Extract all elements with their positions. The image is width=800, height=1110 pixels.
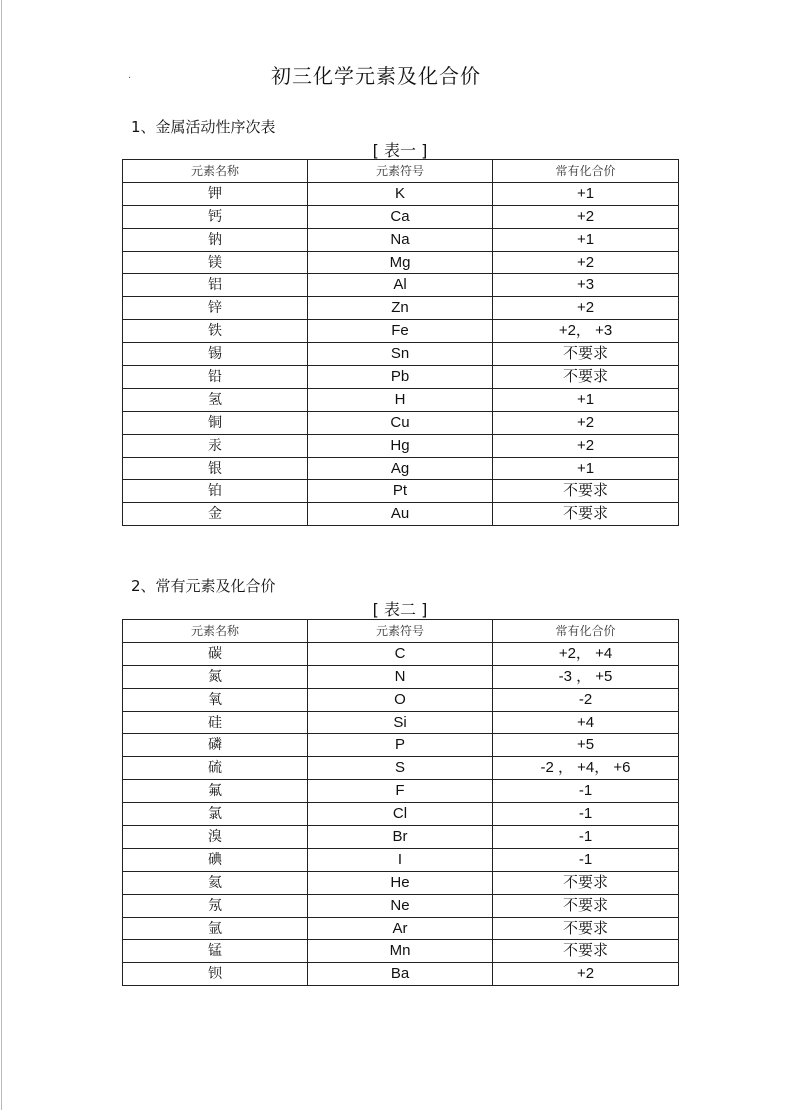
table-row — [123, 251, 679, 274]
valence-cell: 不要求 — [493, 917, 679, 940]
valence-cell: 不要求 — [493, 940, 679, 963]
element-name-cell: 汞 — [123, 434, 308, 457]
table-row — [123, 757, 679, 780]
element-symbol-cell: Mn — [308, 940, 493, 963]
valence-cell: +1 — [493, 388, 679, 411]
valence-cell: +2， +4 — [493, 642, 679, 665]
table-row — [123, 665, 679, 688]
table-row — [123, 205, 679, 228]
table-row — [123, 826, 679, 849]
valence-cell: -2 — [493, 688, 679, 711]
table-row — [123, 642, 679, 665]
table-row — [123, 711, 679, 734]
page-mark: . — [128, 70, 132, 81]
table-row — [123, 388, 679, 411]
valence-cell: 不要求 — [493, 343, 679, 366]
table-row — [123, 917, 679, 940]
element-name-cell: 铁 — [123, 320, 308, 343]
element-symbol-cell: Si — [308, 711, 493, 734]
element-name-cell: 铂 — [123, 480, 308, 503]
element-symbol-cell: Ag — [308, 457, 493, 480]
element-symbol-cell: Au — [308, 503, 493, 526]
valence-cell: 不要求 — [493, 894, 679, 917]
element-symbol-cell: Sn — [308, 343, 493, 366]
valence-cell: -3 ， +5 — [493, 665, 679, 688]
valence-cell: +2 — [493, 205, 679, 228]
element-symbol-cell: Ca — [308, 205, 493, 228]
element-name-cell: 铅 — [123, 366, 308, 389]
header-element-symbol: 元素符号 — [308, 620, 493, 643]
table-row — [123, 480, 679, 503]
element-symbol-cell: P — [308, 734, 493, 757]
element-symbol-cell: Cu — [308, 411, 493, 434]
element-symbol-cell: C — [308, 642, 493, 665]
element-name-cell: 锌 — [123, 297, 308, 320]
element-name-cell: 铝 — [123, 274, 308, 297]
element-name-cell: 金 — [123, 503, 308, 526]
element-name-cell: 溴 — [123, 826, 308, 849]
valence-cell: +2 — [493, 411, 679, 434]
element-name-cell: 硫 — [123, 757, 308, 780]
table-row — [123, 803, 679, 826]
element-name-cell: 磷 — [123, 734, 308, 757]
element-symbol-cell: N — [308, 665, 493, 688]
table-header-row — [123, 160, 679, 183]
element-symbol-cell: Ba — [308, 963, 493, 986]
page-left-border — [1, 0, 2, 1110]
element-symbol-cell: He — [308, 871, 493, 894]
table-row — [123, 182, 679, 205]
header-element-name: 元素名称 — [123, 160, 308, 183]
valence-cell: -1 — [493, 826, 679, 849]
element-symbol-cell: Zn — [308, 297, 493, 320]
table-row — [123, 320, 679, 343]
page-title: 初三化学元素及化合价 — [271, 64, 481, 88]
element-symbol-cell: Al — [308, 274, 493, 297]
valence-cell: +2 — [493, 963, 679, 986]
element-symbol-cell: H — [308, 388, 493, 411]
element-name-cell: 镁 — [123, 251, 308, 274]
table-row — [123, 457, 679, 480]
table-row — [123, 343, 679, 366]
table-caption-2: [ 表二 ] — [372, 600, 428, 619]
table-row — [123, 503, 679, 526]
element-name-cell: 碳 — [123, 642, 308, 665]
table-row — [123, 411, 679, 434]
table-row — [123, 434, 679, 457]
table-row — [123, 228, 679, 251]
common-elements-table — [122, 619, 679, 986]
table-row — [123, 963, 679, 986]
valence-cell: +4 — [493, 711, 679, 734]
section-heading-common-elements: 2、常有元素及化合价 — [131, 577, 276, 595]
table-row — [123, 274, 679, 297]
metal-activity-table — [122, 159, 679, 526]
valence-cell: 不要求 — [493, 366, 679, 389]
table-row — [123, 688, 679, 711]
element-name-cell: 银 — [123, 457, 308, 480]
element-name-cell: 碘 — [123, 848, 308, 871]
table-row — [123, 297, 679, 320]
element-symbol-cell: Hg — [308, 434, 493, 457]
table-row — [123, 940, 679, 963]
valence-cell: 不要求 — [493, 503, 679, 526]
table-row — [123, 848, 679, 871]
element-symbol-cell: Pt — [308, 480, 493, 503]
table-row — [123, 780, 679, 803]
element-name-cell: 硅 — [123, 711, 308, 734]
element-name-cell: 钾 — [123, 182, 308, 205]
valence-cell: +2 — [493, 297, 679, 320]
element-symbol-cell: Na — [308, 228, 493, 251]
valence-cell: +1 — [493, 182, 679, 205]
valence-cell: +1 — [493, 457, 679, 480]
valence-cell: +2， +3 — [493, 320, 679, 343]
element-symbol-cell: F — [308, 780, 493, 803]
header-element-name: 元素名称 — [123, 620, 308, 643]
element-name-cell: 氟 — [123, 780, 308, 803]
valence-cell: +5 — [493, 734, 679, 757]
header-valence: 常有化合价 — [493, 160, 679, 183]
element-symbol-cell: Fe — [308, 320, 493, 343]
element-name-cell: 氖 — [123, 894, 308, 917]
header-valence: 常有化合价 — [493, 620, 679, 643]
element-name-cell: 铜 — [123, 411, 308, 434]
table-row — [123, 734, 679, 757]
valence-cell: 不要求 — [493, 871, 679, 894]
section-heading-metal-activity: 1、金属活动性序次表 — [131, 118, 276, 136]
element-name-cell: 氦 — [123, 871, 308, 894]
element-name-cell: 锡 — [123, 343, 308, 366]
element-symbol-cell: S — [308, 757, 493, 780]
table-row — [123, 366, 679, 389]
element-symbol-cell: K — [308, 182, 493, 205]
valence-cell: -2 ， +4， +6 — [493, 757, 679, 780]
element-name-cell: 氧 — [123, 688, 308, 711]
valence-cell: +1 — [493, 228, 679, 251]
element-name-cell: 钠 — [123, 228, 308, 251]
table-header-row — [123, 620, 679, 643]
element-symbol-cell: Cl — [308, 803, 493, 826]
element-symbol-cell: O — [308, 688, 493, 711]
element-name-cell: 氯 — [123, 803, 308, 826]
element-symbol-cell: Br — [308, 826, 493, 849]
element-name-cell: 氮 — [123, 665, 308, 688]
valence-cell: -1 — [493, 780, 679, 803]
element-symbol-cell: Pb — [308, 366, 493, 389]
valence-cell: -1 — [493, 848, 679, 871]
element-name-cell: 钙 — [123, 205, 308, 228]
element-symbol-cell: Ne — [308, 894, 493, 917]
header-element-symbol: 元素符号 — [308, 160, 493, 183]
table-row — [123, 894, 679, 917]
element-name-cell: 氩 — [123, 917, 308, 940]
element-name-cell: 锰 — [123, 940, 308, 963]
element-name-cell: 氢 — [123, 388, 308, 411]
element-symbol-cell: I — [308, 848, 493, 871]
table-caption-1: [ 表一 ] — [372, 141, 428, 160]
element-symbol-cell: Mg — [308, 251, 493, 274]
table-row — [123, 871, 679, 894]
element-name-cell: 钡 — [123, 963, 308, 986]
valence-cell: +2 — [493, 251, 679, 274]
valence-cell: +3 — [493, 274, 679, 297]
element-symbol-cell: Ar — [308, 917, 493, 940]
valence-cell: 不要求 — [493, 480, 679, 503]
valence-cell: -1 — [493, 803, 679, 826]
valence-cell: +2 — [493, 434, 679, 457]
